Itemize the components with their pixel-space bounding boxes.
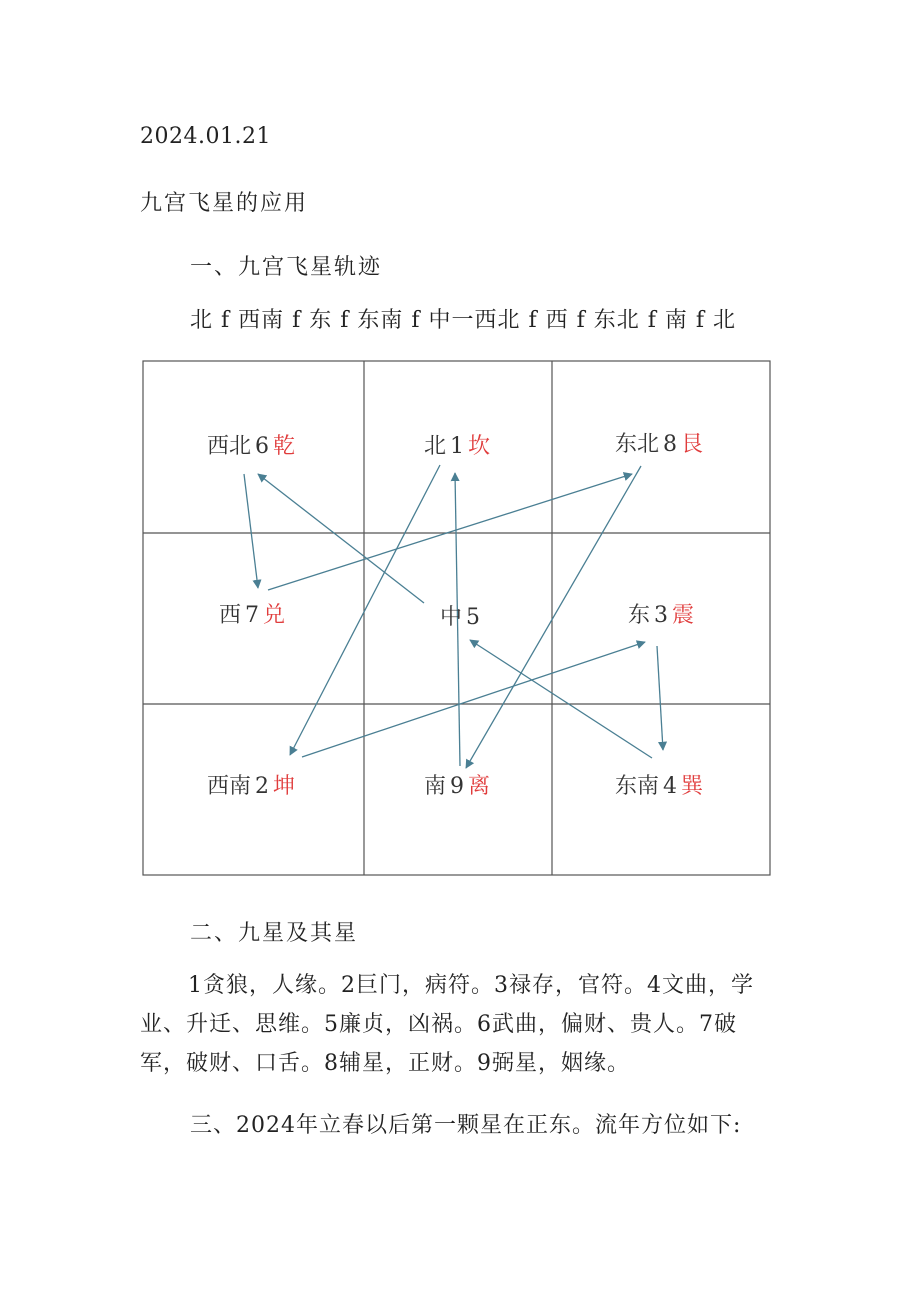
cell-label-s: 南 9 离 [424, 774, 491, 799]
cell-label-ne: 东北 8 艮 [615, 432, 704, 457]
section2-heading: 二、九星及其星 [190, 921, 359, 946]
cell-label-nw: 西北 6 乾 [207, 434, 296, 459]
cell-label-se: 东南 4 巽 [615, 774, 704, 799]
cell-label-n: 北 1 坎 [424, 434, 491, 459]
arrow-sw-to-e [302, 642, 645, 757]
arrow-se-to-c [470, 640, 652, 758]
date: 2024.01.21 [140, 124, 271, 149]
arrow-ne-to-s [466, 466, 641, 768]
nine-stars-text: 1贪狼，人缘。2巨门，病符。3禄存，官符。4文曲，学业、升迁、思维。5廉贞，凶祸。6武曲，偏财、贵人。7破军，破财、口舌。8辅星，正财。9弼星，姻缘。 [140, 973, 754, 1076]
section3-heading: 三、2024年立春以后第一颗星在正东。流年方位如下: [190, 1113, 742, 1138]
arrow-nw-to-w [244, 474, 258, 588]
cell-label-c: 中 5 [440, 605, 481, 630]
arrow-c-to-nw [258, 474, 424, 603]
cell-label-sw: 西南 2 坤 [207, 774, 296, 799]
cell-label-e: 东 3 震 [628, 603, 695, 628]
arrow-e-to-se [657, 646, 663, 750]
arrow-w-to-ne [268, 474, 632, 590]
arrow-n-to-sw [290, 465, 440, 755]
cell-label-w: 西 7 兑 [219, 603, 286, 628]
trajectory-text: 北 f 西南 f 东 f 东南 f 中一西北 f 西 f 东北 f 南 f 北 [190, 308, 737, 333]
section2-body [140, 966, 780, 1083]
document-title: 九宫飞星的应用 [140, 191, 309, 216]
section1-heading: 一、九宫飞星轨迹 [190, 255, 383, 280]
